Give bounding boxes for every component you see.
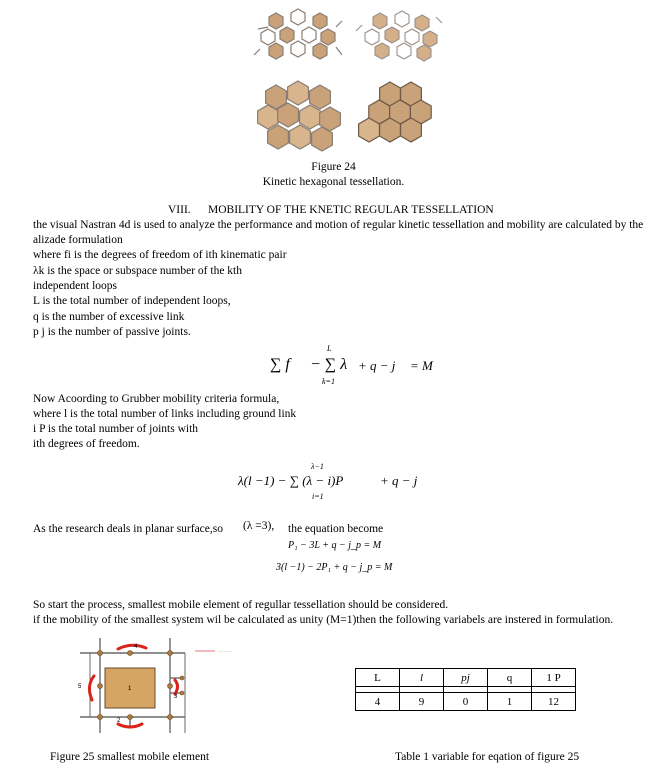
figure-25-caption: Figure 25 smallest mobile element [50,751,210,763]
rotation-arrow-left [89,676,94,700]
figure-24-caption: Kinetic hexagonal tessellation. [262,176,405,188]
eq2-upper: λ−1 [311,462,324,471]
figure-25-label-3: 3 [174,694,178,700]
eq2-tail: + q − j [380,473,418,488]
planar-text: As the research deals in planar surface,so [33,523,223,535]
table-cell: 4 [356,693,400,711]
figure-25-label-5: 5 [78,684,82,690]
eq2-main: λ(l −1) − ∑ (λ − i)P [238,473,344,488]
table-cell: 12 [532,693,576,711]
figure-24-label: Figure 24 [311,161,356,173]
grubber-line: Now Acoording to Grubber mobility criteria formula, [33,393,280,405]
rotation-arrow-right [175,680,178,694]
figure-25-label-4: 4 [134,644,138,650]
eq1-lower: k=1 [322,377,335,386]
becomes-text: the equation become [288,523,384,535]
table-1-caption: Table 1 variable for eqation of figure 25 [395,751,580,763]
table-1 [355,668,576,711]
table-cell: 9 [400,693,444,711]
figure-24-image [250,5,445,155]
eq1-upper: L [327,344,332,353]
table-header-cell: 1 P [532,669,576,687]
section-title: MOBILITY OF THE KNETIC REGULAR TESSELLATION [208,204,494,216]
lambda-value: (λ =3), [243,520,275,532]
table-header-row [356,669,576,687]
grubber-line: where l is the total number of links including ground link [33,408,297,420]
figure-25-label-1: 1 [128,686,132,692]
grubber-line: ith degrees of freedom. [33,438,140,450]
definition-line: where fi is the degrees of freedom of ith kinematic pair [33,249,287,261]
table-header-cell: l [400,669,444,687]
figure-25-label-2: 2 [117,718,121,724]
figure-25-legend: ~~~~~~ [218,649,233,654]
eq2-lower: i=1 [312,492,324,501]
figure-25-diagram [70,638,260,733]
process-line: So start the process, smallest mobile element of regullar tessellation should be considered. [33,599,449,611]
hex-tessellation-expanded-2 [356,11,442,61]
rotation-arrow-top [118,645,146,649]
section-number: VIII. [168,204,191,216]
paragraph-line: alizade formulation [33,234,123,246]
eq1-tail: + q − j [358,358,396,373]
hex-tessellation-closing [258,81,341,151]
table-header-cell: L [356,669,400,687]
eq1-sum: − ∑ λ [310,356,348,373]
definition-line: p j is the number of passive joints. [33,326,191,338]
definition-line: L is the total number of independent loops, [33,295,231,307]
table-header-cell: q [488,669,532,687]
process-line: if the mobility of the smallest system wil be calculated as unity (M=1)then the following variabels are instered in formulation. [33,614,614,626]
table-row [356,693,576,711]
equation-alizade [270,344,440,390]
equation-planar-1: P₁ − 3L + q − j_p = M [288,540,382,551]
definition-line: q is the number of excessive link [33,311,185,323]
hex-tessellation-expanded [254,9,342,59]
grubber-line: i P is the total number of joints with [33,423,199,435]
table-cell: 0 [444,693,488,711]
hex-tessellation-closed [359,82,432,142]
definition-line: λk is the space or subspace number of the kth [33,265,243,277]
table-cell: 1 [488,693,532,711]
definition-line: independent loops [33,280,117,292]
eq1-lhs: ∑ f [270,356,290,373]
table-header-cell: pj [444,669,488,687]
eq1-rhs: = M [410,358,433,373]
paragraph-line: the visual Nastran 4d is used to analyze the performance and motion of regular kinetic tessellation and mobility are calculated by the [33,219,644,231]
equation-grubber [238,462,438,505]
equation-planar-2: 3(l −1) − 2P₁ + q − j_p = M [276,562,393,573]
